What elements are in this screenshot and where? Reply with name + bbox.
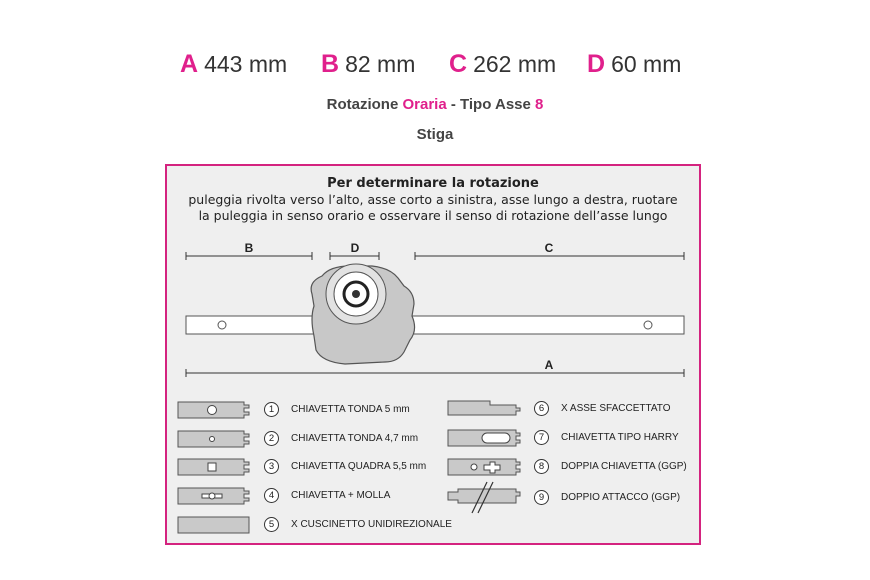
legend-number-6: 6 bbox=[534, 401, 549, 416]
harry-key-icon bbox=[482, 433, 510, 443]
round-key-5mm-icon bbox=[208, 406, 217, 415]
legend-label-5: X CUSCINETTO UNIDIREZIONALE bbox=[291, 519, 452, 530]
label-b: B bbox=[244, 241, 254, 255]
legend-number-3: 3 bbox=[264, 459, 279, 474]
instructions-line-2: la puleggia in senso orario e osservare il senso di rotazione dell’asse lungo bbox=[198, 208, 668, 223]
legend-label-3: CHIAVETTA QUADRA 5,5 mm bbox=[291, 461, 427, 472]
square-key-icon bbox=[208, 463, 216, 471]
dimension-value: 262 mm bbox=[473, 51, 557, 77]
dimension-value: 443 mm bbox=[204, 51, 288, 77]
instructions-line-1: puleggia rivolta verso l’alto, asse corto a sinistra, asse lungo a destra, ruotare bbox=[188, 192, 678, 207]
legend-label-2: CHIAVETTA TONDA 4,7 mm bbox=[291, 433, 419, 444]
rotation-direction: Oraria bbox=[402, 96, 447, 113]
legend-label-1: CHIAVETTA TONDA 5 mm bbox=[291, 404, 410, 415]
label-d: D bbox=[350, 241, 360, 255]
legend-number-8: 8 bbox=[534, 459, 549, 474]
legend-number-1: 1 bbox=[264, 402, 279, 417]
legend-label-4: CHIAVETTA + MOLLA bbox=[291, 490, 391, 501]
dimension-letter: C bbox=[449, 50, 468, 78]
key-spring-hole-icon bbox=[209, 493, 215, 499]
key-shape-6 bbox=[448, 401, 520, 415]
dimension-letter: D bbox=[587, 50, 606, 78]
legend-number-7: 7 bbox=[534, 430, 549, 445]
label-c: C bbox=[544, 241, 554, 255]
rotation-prefix: Rotazione bbox=[326, 96, 403, 113]
dimension-value: 60 mm bbox=[611, 51, 682, 77]
rotation-middle: - Tipo Asse bbox=[446, 96, 536, 113]
legend-label-8: DOPPIA CHIAVETTA (GGP) bbox=[561, 461, 687, 472]
legend-label-6: X ASSE SFACCETTATO bbox=[561, 403, 671, 414]
shaft-hole-left bbox=[218, 321, 226, 329]
legend-label-9: DOPPIO ATTACCO (GGP) bbox=[561, 492, 681, 503]
axis-type: 8 bbox=[535, 96, 544, 113]
dimension-value: 82 mm bbox=[345, 51, 416, 77]
dimension-lines bbox=[186, 252, 684, 377]
shaft bbox=[186, 316, 684, 334]
shaft-hole-right bbox=[644, 321, 652, 329]
round-key-4-7mm-icon bbox=[210, 437, 215, 442]
legend-number-2: 2 bbox=[264, 431, 279, 446]
legend-number-9: 9 bbox=[534, 490, 549, 505]
legend-label-7: CHIAVETTA TIPO HARRY bbox=[561, 432, 679, 443]
pulley-center bbox=[352, 290, 360, 298]
legend-number-4: 4 bbox=[264, 488, 279, 503]
instructions-title: Per determinare la rotazione bbox=[327, 176, 539, 191]
legend-marks bbox=[202, 406, 510, 500]
legend-number-5: 5 bbox=[264, 517, 279, 532]
dimension-letter: A bbox=[180, 50, 199, 78]
dimension-letter: B bbox=[321, 50, 340, 78]
label-a: A bbox=[544, 358, 554, 372]
double-key-hole-icon bbox=[471, 464, 477, 470]
brand-name: Stiga bbox=[416, 126, 454, 143]
key-shape-5 bbox=[178, 517, 249, 533]
